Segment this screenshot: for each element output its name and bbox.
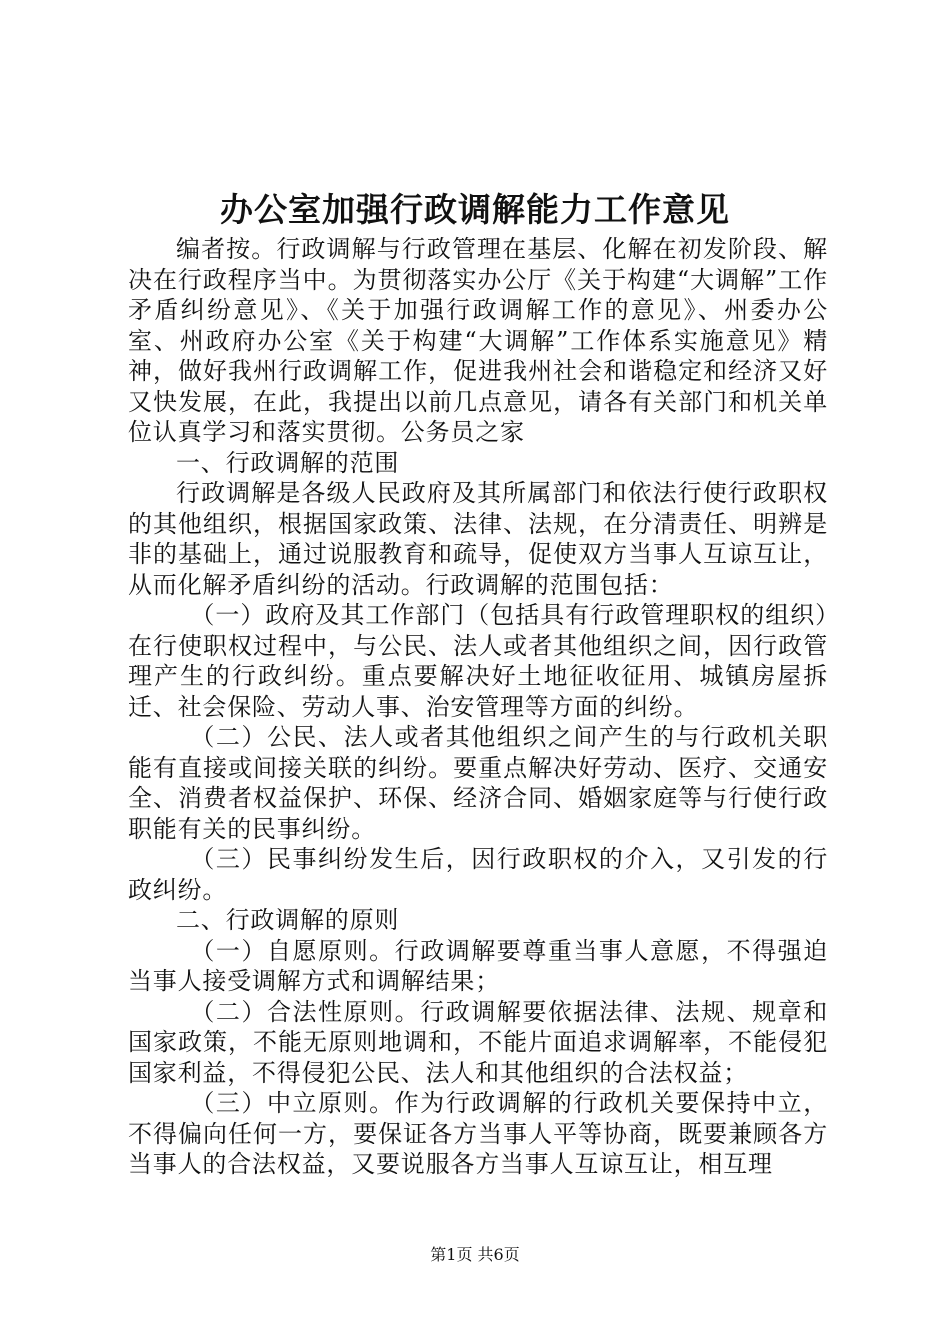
section-heading-principles: 二、行政调解的原则 <box>176 906 400 934</box>
paragraph-scope-definition: 行政调解是各级人民政府及其所属部门和依法行使行政职权的其他组织，根据国家政策、法律、法规，在分清责任、明辨是非的基础上，通过说服教育和疏导，促使双方当事人互谅互让，从而化解矛盾纠纷的活动。行政调解的范围包括： <box>128 479 828 599</box>
document-title: 办公室加强行政调解能力工作意见 <box>220 190 730 229</box>
page-footer: 第1页 共6页 <box>430 1245 520 1264</box>
paragraph-scope-item-1: （一）政府及其工作部门（包括具有行政管理职权的组织）在行使职权过程中，与公民、法人或者其他组织之间，因行政管理产生的行政纠纷。重点要解决好土地征收征用、城镇房屋拆迁、社会保险、劳动人事、治安管理等方面的纠纷。 <box>128 601 828 721</box>
paragraph-editor-note: 编者按。行政调解与行政管理在基层、化解在初发阶段、解决在行政程序当中。为贯彻落实办公厅《关于构建“大调解”工作矛盾纠纷意见》、《关于加强行政调解工作的意见》、州委办公室、州政府办公室《关于构建“大调解”工作体系实施意见》精神，做好我州行政调解工作，促进我州社会和谐稳定和经济又好又快发展，在此，我提出以前几点意见，请各有关部门和机关单位认真学习和落实贯彻。公务员之家 <box>128 235 828 446</box>
paragraph-scope-item-3: （三）民事纠纷发生后，因行政职权的介入，又引发的行政纠纷。 <box>128 845 828 904</box>
paragraph-principle-3: （三）中立原则。作为行政调解的行政机关要保持中立，不得偏向任何一方，要保证各方当事人平等协商，既要兼顾各方当事人的合法权益，又要说服各方当事人互谅互让，相互理 <box>128 1089 828 1178</box>
paragraph-principle-1: （一）自愿原则。行政调解要尊重当事人意愿，不得强迫当事人接受调解方式和调解结果； <box>128 936 828 995</box>
paragraph-principle-2: （二）合法性原则。行政调解要依据法律、法规、规章和国家政策，不能无原则地调和，不能片面追求调解率，不能侵犯国家利益，不得侵犯公民、法人和其他组织的合法权益； <box>128 997 828 1087</box>
document-body <box>128 234 828 1180</box>
paragraph-scope-item-2: （二）公民、法人或者其他组织之间产生的与行政机关职能有直接或间接关联的纠纷。要重点解决好劳动、医疗、交通安全、消费者权益保护、环保、经济合同、婚姻家庭等与行使行政职能有关的民事纠纷。 <box>128 723 828 843</box>
section-heading-scope: 一、行政调解的范围 <box>176 448 400 477</box>
